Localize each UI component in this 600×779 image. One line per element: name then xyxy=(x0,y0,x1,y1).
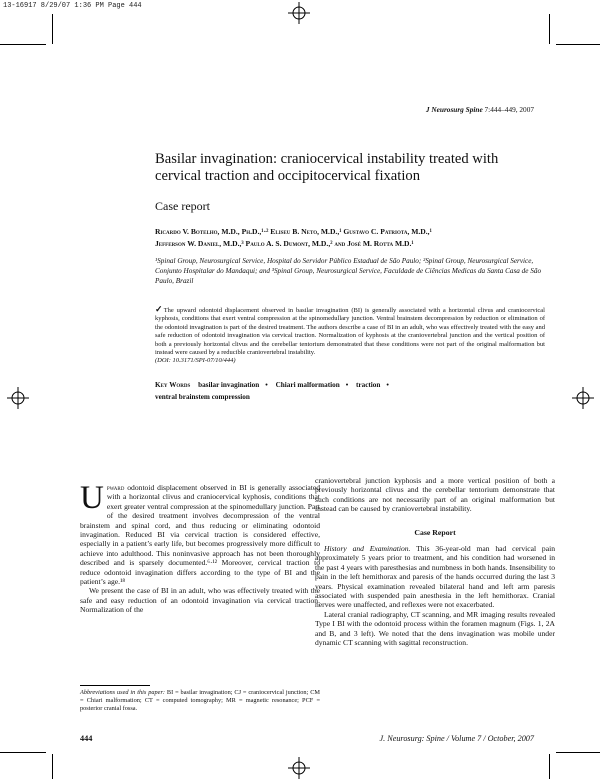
keyword: ventral brainstem compression xyxy=(155,393,250,401)
crop-mark xyxy=(556,752,600,753)
drop-cap: U xyxy=(80,480,104,516)
keyword: basilar invagination xyxy=(198,381,260,389)
registration-mark-bottom xyxy=(288,757,310,779)
running-head-journal: J Neurosurg Spine xyxy=(425,105,483,114)
running-head xyxy=(426,105,534,114)
crop-mark xyxy=(0,44,46,45)
author-list xyxy=(155,226,545,250)
doi: (DOI: 10.3171/SPI-07/10/444) xyxy=(155,357,236,365)
registration-mark-right xyxy=(572,387,594,409)
crop-mark xyxy=(556,44,600,45)
article-subtitle: Case report xyxy=(155,199,210,213)
paragraph-text: This 36-year-old man had cervical pain approximately 5 years prior to treatment, and his condition had worsened in the past 4 years with paresthesias and numbness in both hands. Insensibility to pain in the left hemithorax and paresis of the hands occurred during the last 3 years. Physical examination revealed bilateral hand and left arm paresis associated with suspended pain anesthesia in the left hemithorax. Cranial nerves were unaffected, and reflexes were not exacerbated. xyxy=(315,544,555,610)
footnote-rule xyxy=(80,685,150,686)
run-in-heading: History and Examination. xyxy=(324,544,411,554)
running-head-volume: 7:444–449, 2007 xyxy=(484,105,534,114)
page-number: 444 xyxy=(80,734,93,743)
footnote-label: Abbreviations used in this paper: xyxy=(80,689,166,696)
bullet-icon: • xyxy=(386,381,389,389)
crop-mark xyxy=(0,752,46,753)
bullet-icon: • xyxy=(345,381,349,389)
author-line: Ricardo V. Botelho, M.D., Ph.D.,¹·² Eliseu B. Neto, M.D.,¹ Gustavo C. Patriota, M.D.,¹ xyxy=(155,227,432,236)
article-title: Basilar invagination: craniocervical instability treated with cervical traction and occipitocervical fixation xyxy=(155,151,499,184)
body-column-left xyxy=(80,480,320,615)
abstract xyxy=(155,305,545,366)
registration-mark-top xyxy=(288,2,310,24)
abstract-text: The upward odontoid displacement observed in basilar invagination (BI) is generally associated with a horizontal clivus and craniocervical kyphosis, conditions that exert ventral compression at the spinomedullary junction. Ventral brainstem decompression by reduction or elimination of the odontoid invagination is part of the desired treatment. The authors describe a case of BI in an adult, who was effectively treated with the easy and safe reduction of odontoid invagination via cervical traction. Normalization of kyphosis at the craniovertebral junction and the vertical position of both a previously horizontal clivus and the cerebellar tentorium demonstrated that these conditions were not part of the original malformation but instead were caused by a reducible craniovertebral instability. xyxy=(155,307,545,357)
crop-mark xyxy=(52,14,53,44)
body-paragraph: We present the case of BI in an adult, who was effectively treated with the safe and easy reduction of an odontoid invagination via cervical traction. Normalization of the xyxy=(80,586,320,615)
crop-mark xyxy=(549,754,550,779)
section-heading: Case Report xyxy=(414,527,456,537)
body-paragraph: craniovertebral junction kyphosis and a more vertical position of both a previously horizontal clivus and the cerebellar tentorium demonstrate that such conditions are not necessarily part of an original malformation but instead can be caused by craniovertebral instability. xyxy=(315,476,555,514)
body-paragraph xyxy=(80,480,320,587)
crop-mark xyxy=(52,754,53,779)
print-slug: 13-16917 8/29/07 1:36 PM Page 444 xyxy=(3,2,142,10)
author-line: Jefferson W. Daniel, M.D.,³ Paulo A. S. Dumont, M.D.,² and José M. Rotta M.D.¹ xyxy=(155,239,414,248)
lead-word: pward xyxy=(106,483,125,492)
body-column-right xyxy=(315,476,555,648)
footnote-text: BI = basilar invagination; CJ = craniocervical junction; CM = Chiari malformation; CT = computed tomography; MR = magnetic resonance; PCF = posterior cranial fossa. xyxy=(80,689,320,712)
crop-mark xyxy=(549,14,550,44)
footer-journal: J. Neurosurg: Spine / Volume 7 / October, 2007 xyxy=(379,734,534,743)
body-paragraph xyxy=(315,544,555,610)
affiliations: ¹Spinal Group, Neurosurgical Service, Hospital do Servidor Público Estadual de São Paulo; ²Spinal Group, Neurosurgical Service, Conjunto Hospitalar do Mandaqui; and ³Spinal Group, Neurosurgical Service, Faculdade de Ciências Medicas da Santa Casa de São Paulo, Brazil xyxy=(155,257,542,285)
body-paragraph: Lateral cranial radiography, CT scanning, and MR imaging results revealed Type I BI with the odontoid process within the foramen magnum (Figs. 1, 2A and B, and 3 left). We noted that the dens invagination was mobile under dynamic CT scanning with sagittal reconstruction. xyxy=(315,609,555,648)
registration-mark-left xyxy=(7,387,29,409)
keyword: traction xyxy=(356,381,381,389)
keyword: Chiari malformation xyxy=(275,381,340,389)
checkmark-icon: ✓ xyxy=(155,304,164,314)
bullet-icon: • xyxy=(265,381,268,389)
paragraph-text: odontoid displacement observed in BI is generally associated with a horizontal clivus and craniocervical kyphosis, conditions that exert greater ventral compression at the spinomedullary junction. Part of the desired treatment involves decompression of the ventral brainstem and spinal cord, and thus reducing or eliminating odontoid invagination. Reduced BI via cervical traction is considered effective, especially in a patient’s early life, but becomes progressively more difficult to achieve into adulthood. This noninvasive approach has not been thoroughly described and is sparsely documented.⁶·¹² Moreover, cervical traction to reduce odontoid invagination differs according to the type of BI and the patient’s age.¹⁸ xyxy=(80,483,320,587)
keywords-label: Key Words xyxy=(155,381,191,389)
abbreviations-footnote xyxy=(80,689,320,712)
keywords xyxy=(155,379,535,403)
